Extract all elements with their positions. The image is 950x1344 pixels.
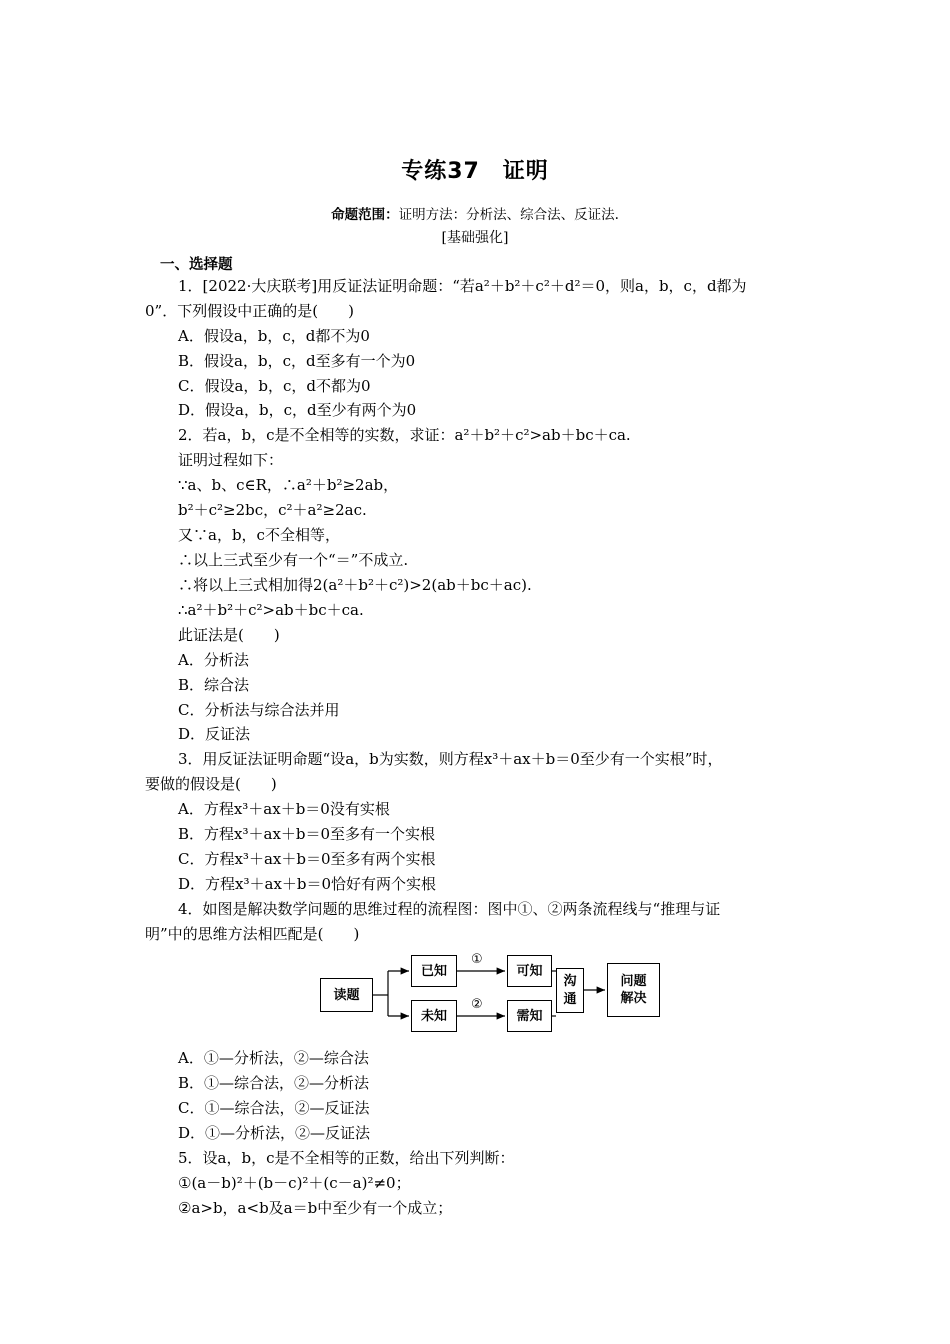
page-title: 专练37 证明	[401, 159, 549, 184]
text-line: ∴以上三式至少有一个“＝”不成立.	[178, 551, 409, 569]
text-line: 4．如图是解决数学问题的思维过程的流程图：图中①、②两条流程线与“推理与证	[178, 900, 721, 918]
text-line: ∴a²＋b²＋c²>ab＋bc＋ca.	[178, 601, 364, 619]
flow-solve-line2: 解决	[620, 991, 647, 1006]
text-line: ∴将以上三式相加得2(a²＋b²＋c²)>2(ab＋bc＋ac).	[178, 576, 532, 594]
option-line: B．综合法	[178, 676, 250, 694]
text-line: 5．设a，b，c是不全相等的正数，给出下列判断：	[178, 1149, 515, 1167]
flow-box-known: 已知	[411, 955, 457, 987]
text-line: 此证法是( )	[178, 626, 280, 644]
flow-box-solve	[607, 963, 660, 1017]
option-line: A．分析法	[178, 651, 249, 669]
text-line: 2．若a，b，c是不全相等的实数，求证：a²＋b²＋c²>ab＋bc＋ca.	[178, 426, 631, 444]
text-line: 明”中的思维方法相匹配是( )	[145, 925, 360, 943]
text-line: 0”．下列假设中正确的是( )	[145, 302, 354, 320]
text-line: 证明过程如下：	[178, 451, 284, 469]
flow-label-2: ②	[471, 997, 483, 1012]
flow-solve-line1: 问题	[620, 974, 647, 989]
option-line: C．分析法与综合法并用	[178, 701, 340, 719]
option-line: D．反证法	[178, 725, 251, 743]
text-line: 1．[2022·大庆联考]用反证法证明命题：“若a²＋b²＋c²＋d²＝0，则a，b，c，d都为	[178, 277, 747, 295]
text-line: b²＋c²≥2bc，c²＋a²≥2ac.	[178, 501, 367, 519]
option-line: D．①—分析法，②—反证法	[178, 1124, 371, 1142]
subtitle: [基础强化]	[441, 230, 509, 246]
flow-label-1: ①	[471, 952, 483, 967]
flow-box-can-know: 可知	[507, 955, 552, 987]
text-line: ∵a、b、c∈R，∴a²＋b²≥2ab，	[178, 476, 399, 494]
flow-connect-label: 沟通	[563, 973, 577, 1007]
scope-text: 证明方法：分析法、综合法、反证法.	[398, 207, 619, 223]
option-line: D．假设a，b，c，d至少有两个为0	[178, 401, 417, 419]
option-line: B．①—综合法，②—分析法	[178, 1074, 370, 1092]
text-line: ②a>b，a<b及a＝b中至少有一个成立；	[178, 1199, 453, 1217]
option-line: C．方程x³＋ax＋b＝0至多有两个实根	[178, 850, 436, 868]
option-line: C．①—综合法，②—反证法	[178, 1099, 370, 1117]
flow-box-read: 读题	[320, 978, 373, 1012]
flow-box-need-know: 需知	[507, 1000, 552, 1032]
flow-box-connect	[556, 968, 584, 1013]
scope-label: 命题范围：	[331, 207, 399, 223]
text-line: 3．用反证法证明命题“设a，b为实数，则方程x³＋ax＋b＝0至少有一个实根”时，	[178, 750, 723, 768]
option-line: D．方程x³＋ax＋b＝0恰好有两个实根	[178, 875, 437, 893]
option-line: B．假设a，b，c，d至多有一个为0	[178, 352, 416, 370]
option-line: A．方程x³＋ax＋b＝0没有实根	[178, 800, 390, 818]
text-line: ①(a－b)²＋(b－c)²＋(c－a)²≠0；	[178, 1174, 411, 1192]
option-line: B．方程x³＋ax＋b＝0至多有一个实根	[178, 825, 436, 843]
text-line: 要做的假设是( )	[145, 775, 277, 793]
text-line: 又∵a，b，c不全相等，	[178, 526, 340, 544]
section-heading: 一、选择题	[160, 257, 233, 273]
option-line: A．①—分析法，②—综合法	[178, 1049, 369, 1067]
option-line: C．假设a，b，c，d不都为0	[178, 377, 371, 395]
flow-box-unknown: 未知	[411, 1000, 457, 1032]
option-line: A．假设a，b，c，d都不为0	[178, 327, 370, 345]
